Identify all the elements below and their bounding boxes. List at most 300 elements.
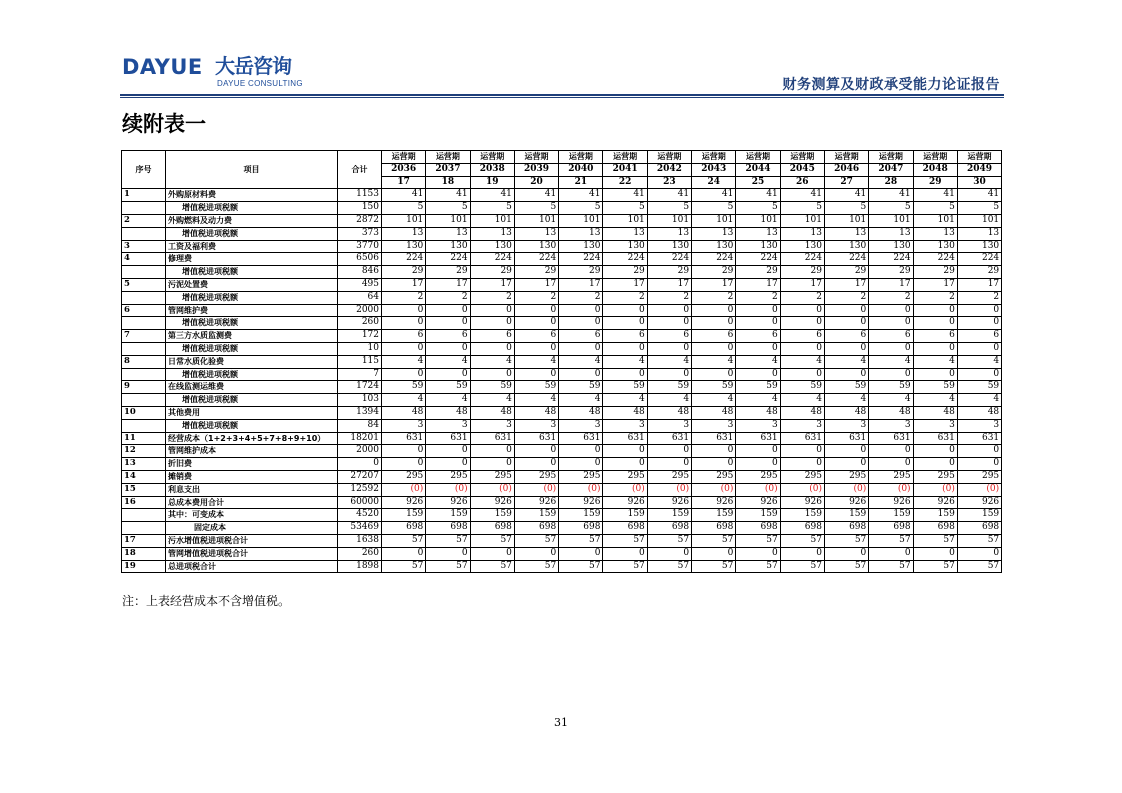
row-total: 10 [338,342,382,355]
row-value: 631 [603,432,647,445]
row-value: 0 [780,445,824,458]
row-value: 224 [913,253,957,266]
column-header-period: 运营期 [514,151,558,164]
row-value: 3 [957,419,1001,432]
row-value: 698 [913,522,957,535]
row-value: 41 [559,189,603,202]
row-value: 0 [736,368,780,381]
column-header-period: 运营期 [913,151,957,164]
row-value: 0 [736,317,780,330]
row-item-label: 管网维护成本 [166,445,338,458]
row-number: 15 [122,483,166,496]
row-value: 0 [514,342,558,355]
column-header-year: 2042 [647,163,691,176]
row-value: 59 [869,381,913,394]
row-value: 0 [824,342,868,355]
row-value: 3 [913,419,957,432]
row-item-label: 增值税进项税额 [166,227,338,240]
row-value: 0 [382,458,426,471]
row-value: 0 [426,445,470,458]
row-value: 3 [514,419,558,432]
row-total: 64 [338,291,382,304]
row-item-label: 总成本费用合计 [166,496,338,509]
row-item-label: 增值税进项税额 [166,368,338,381]
row-value: 926 [913,496,957,509]
row-value: 59 [647,381,691,394]
row-value: 3 [382,419,426,432]
row-value: (0) [869,483,913,496]
row-value: 0 [559,304,603,317]
row-value: 295 [470,470,514,483]
row-value: 48 [559,406,603,419]
row-item-label: 管网增值税进项税合计 [166,547,338,560]
row-value: 0 [824,317,868,330]
row-value: 2 [736,291,780,304]
row-value: 0 [869,445,913,458]
row-value: 41 [426,189,470,202]
logo-chinese-name: 大岳咨询 [215,54,291,78]
row-value: 4 [647,355,691,368]
row-total: 2000 [338,445,382,458]
row-value: 101 [824,214,868,227]
row-total: 0 [338,458,382,471]
row-value: 57 [780,534,824,547]
row-value: 41 [913,189,957,202]
row-value: 698 [603,522,647,535]
row-value: 698 [824,522,868,535]
row-value: 3 [603,419,647,432]
row-number: 18 [122,547,166,560]
row-value: 130 [913,240,957,253]
row-value: 0 [382,317,426,330]
row-value: 2 [913,291,957,304]
table-row [122,291,1002,304]
row-value: 59 [692,381,736,394]
row-number [122,394,166,407]
row-value: 926 [426,496,470,509]
row-value: 17 [869,278,913,291]
row-value: 5 [736,202,780,215]
row-value: 0 [780,317,824,330]
row-item-label: 日常水质化验费 [166,355,338,368]
column-header-period-index: 19 [470,176,514,189]
row-value: 159 [559,509,603,522]
row-value: 13 [647,227,691,240]
row-number: 5 [122,278,166,291]
table-row [122,227,1002,240]
row-value: 0 [426,547,470,560]
row-value: 17 [692,278,736,291]
row-value: 0 [470,342,514,355]
report-title: 财务测算及财政承受能力论证报告 [782,77,1000,93]
row-value: 4 [780,394,824,407]
row-value: 17 [913,278,957,291]
row-value: 17 [426,278,470,291]
column-header-year: 2045 [780,163,824,176]
row-value: 631 [736,432,780,445]
row-number [122,266,166,279]
row-value: 0 [382,368,426,381]
row-value: 4 [647,394,691,407]
row-number: 14 [122,470,166,483]
row-value: 0 [426,304,470,317]
row-value: 4 [559,394,603,407]
row-value: 6 [692,330,736,343]
row-value: 0 [913,445,957,458]
row-value: 4 [514,355,558,368]
row-value: 3 [736,419,780,432]
row-value: 926 [824,496,868,509]
row-value: 4 [913,355,957,368]
table-row [122,470,1002,483]
row-value: 224 [559,253,603,266]
table-row [122,496,1002,509]
row-value: 224 [869,253,913,266]
row-value: 13 [957,227,1001,240]
column-header-year: 2038 [470,163,514,176]
row-value: 0 [603,304,647,317]
column-header-period-index: 22 [603,176,647,189]
row-value: 926 [382,496,426,509]
row-value: 4 [692,394,736,407]
row-value: 926 [603,496,647,509]
row-value: 57 [869,534,913,547]
row-value: 0 [692,317,736,330]
row-value: 101 [559,214,603,227]
row-value: 48 [957,406,1001,419]
row-value: 4 [736,355,780,368]
row-total: 53469 [338,522,382,535]
row-value: 6 [736,330,780,343]
row-value: 48 [736,406,780,419]
row-value: 159 [692,509,736,522]
row-value: 3 [780,419,824,432]
row-value: 0 [692,547,736,560]
row-value: 6 [382,330,426,343]
row-value: 48 [869,406,913,419]
row-value: 2 [780,291,824,304]
row-value: 0 [780,368,824,381]
row-value: 4 [470,355,514,368]
row-value: 4 [382,355,426,368]
row-total: 60000 [338,496,382,509]
row-item-label: 污水增值税进项税合计 [166,534,338,547]
row-value: 0 [559,458,603,471]
row-value: 5 [514,202,558,215]
row-value: 6 [514,330,558,343]
row-value: 0 [913,317,957,330]
row-total: 84 [338,419,382,432]
row-number: 7 [122,330,166,343]
column-header-period: 运营期 [780,151,824,164]
row-number: 16 [122,496,166,509]
column-header-total: 合计 [338,151,382,189]
row-value: 0 [913,368,957,381]
row-value: 0 [382,445,426,458]
row-number: 12 [122,445,166,458]
row-value: 6 [913,330,957,343]
row-value: 5 [692,202,736,215]
row-value: 101 [780,214,824,227]
row-total: 103 [338,394,382,407]
row-value: 295 [957,470,1001,483]
row-value: 0 [957,342,1001,355]
row-value: 13 [382,227,426,240]
row-value: 224 [426,253,470,266]
row-value: 2 [824,291,868,304]
table-row [122,342,1002,355]
row-value: 29 [470,266,514,279]
row-value: 17 [514,278,558,291]
row-total: 3770 [338,240,382,253]
row-total: 846 [338,266,382,279]
row-value: 698 [869,522,913,535]
table-row [122,278,1002,291]
row-value: (0) [736,483,780,496]
row-value: 17 [559,278,603,291]
row-value: 48 [514,406,558,419]
row-value: 0 [603,342,647,355]
row-value: 0 [869,547,913,560]
row-value: 698 [426,522,470,535]
column-header-no: 序号 [122,151,166,189]
row-value: 0 [514,458,558,471]
row-value: 0 [824,547,868,560]
row-item-label: 第三方水质监测费 [166,330,338,343]
row-value: 0 [736,342,780,355]
row-value: 4 [736,394,780,407]
table-row [122,266,1002,279]
row-value: 57 [470,534,514,547]
row-value: 130 [559,240,603,253]
row-value: 101 [692,214,736,227]
row-value: 13 [514,227,558,240]
row-value: 6 [426,330,470,343]
table-row [122,406,1002,419]
column-header-year: 2039 [514,163,558,176]
row-item-label: 经营成本（1+2+3+4+5+7+8+9+10） [166,432,338,445]
row-item-label: 增值税进项税额 [166,394,338,407]
row-value: 0 [736,445,780,458]
row-value: 130 [957,240,1001,253]
row-value: 0 [913,304,957,317]
table-row [122,394,1002,407]
row-value: 41 [647,189,691,202]
table-row [122,547,1002,560]
row-value: 0 [780,342,824,355]
row-value: 101 [382,214,426,227]
row-value: 0 [647,445,691,458]
row-number: 4 [122,253,166,266]
row-value: 4 [426,355,470,368]
row-value: 0 [470,547,514,560]
row-number [122,419,166,432]
row-value: 41 [692,189,736,202]
column-header-year: 2040 [559,163,603,176]
row-value: 41 [780,189,824,202]
row-value: 57 [647,560,691,573]
row-total: 260 [338,317,382,330]
row-value: 224 [692,253,736,266]
row-value: 101 [426,214,470,227]
row-value: 631 [426,432,470,445]
row-number [122,202,166,215]
row-value: 59 [559,381,603,394]
row-number [122,227,166,240]
row-value: 6 [869,330,913,343]
row-value: (0) [559,483,603,496]
row-value: 0 [514,304,558,317]
row-value: 3 [824,419,868,432]
row-value: 48 [470,406,514,419]
row-value: 295 [736,470,780,483]
row-value: 3 [692,419,736,432]
row-value: 57 [736,534,780,547]
row-value: 926 [736,496,780,509]
row-value: 926 [514,496,558,509]
row-value: 0 [780,304,824,317]
header-divider-thin [120,97,1004,98]
column-header-year: 2043 [692,163,736,176]
row-value: 57 [426,560,470,573]
row-value: 926 [559,496,603,509]
row-value: 41 [869,189,913,202]
row-value: 0 [736,304,780,317]
row-value: 0 [824,445,868,458]
row-value: 0 [426,458,470,471]
row-value: 0 [957,304,1001,317]
row-value: 57 [382,534,426,547]
row-value: 0 [426,317,470,330]
row-value: 57 [603,560,647,573]
table-row [122,240,1002,253]
row-value: 59 [470,381,514,394]
row-value: 0 [647,547,691,560]
row-value: 5 [382,202,426,215]
table-row [122,381,1002,394]
row-value: 0 [692,458,736,471]
row-value: 59 [957,381,1001,394]
row-value: 926 [470,496,514,509]
row-value: 2 [647,291,691,304]
row-item-label: 增值税进项税额 [166,202,338,215]
row-value: 4 [603,394,647,407]
row-value: 41 [470,189,514,202]
row-value: 3 [470,419,514,432]
row-value: 2 [470,291,514,304]
header-row-period [122,151,1002,164]
row-value: 0 [470,458,514,471]
column-header-period: 运营期 [603,151,647,164]
row-value: 17 [736,278,780,291]
row-item-label: 工资及福利费 [166,240,338,253]
row-value: 631 [692,432,736,445]
row-value: 0 [647,304,691,317]
row-value: 0 [514,368,558,381]
column-header-period-index: 18 [426,176,470,189]
row-item-label: 固定成本 [166,522,338,535]
row-value: 17 [957,278,1001,291]
row-value: 0 [603,368,647,381]
row-value: 2 [957,291,1001,304]
table-row [122,355,1002,368]
row-total: 2872 [338,214,382,227]
table-row [122,189,1002,202]
row-value: 130 [382,240,426,253]
row-total: 12592 [338,483,382,496]
row-value: 5 [426,202,470,215]
row-value: 698 [647,522,691,535]
row-value: 57 [692,534,736,547]
row-number: 8 [122,355,166,368]
row-value: 159 [470,509,514,522]
row-value: 101 [913,214,957,227]
row-value: 0 [470,304,514,317]
page-number: 31 [554,716,568,729]
column-header-item: 项目 [166,151,338,189]
row-value: 17 [647,278,691,291]
row-value: 5 [559,202,603,215]
column-header-period: 运营期 [869,151,913,164]
row-value: 2 [559,291,603,304]
row-value: 57 [913,534,957,547]
row-value: 926 [692,496,736,509]
row-value: 631 [514,432,558,445]
row-value: 295 [869,470,913,483]
row-value: 57 [692,560,736,573]
row-item-label: 管网维护费 [166,304,338,317]
row-value: 159 [382,509,426,522]
row-value: 2 [514,291,558,304]
row-value: 48 [603,406,647,419]
row-total: 1898 [338,560,382,573]
row-value: (0) [913,483,957,496]
row-value: 5 [780,202,824,215]
row-value: 295 [692,470,736,483]
column-header-year: 2047 [869,163,913,176]
row-value: 48 [780,406,824,419]
row-value: 698 [692,522,736,535]
row-value: (0) [780,483,824,496]
row-value: 224 [780,253,824,266]
row-value: 159 [780,509,824,522]
row-value: 159 [824,509,868,522]
row-value: 6 [780,330,824,343]
row-value: 41 [957,189,1001,202]
row-value: 224 [957,253,1001,266]
row-value: 101 [514,214,558,227]
table-row [122,202,1002,215]
row-value: 926 [869,496,913,509]
row-value: (0) [426,483,470,496]
company-logo [122,55,312,91]
row-value: 17 [470,278,514,291]
row-value: 6 [559,330,603,343]
row-value: 41 [824,189,868,202]
row-value: 0 [559,547,603,560]
row-value: 6 [647,330,691,343]
row-value: 0 [824,304,868,317]
row-value: 5 [647,202,691,215]
row-value: 41 [736,189,780,202]
row-value: 4 [382,394,426,407]
column-header-period-index: 28 [869,176,913,189]
column-header-year: 2036 [382,163,426,176]
table-row [122,330,1002,343]
row-value: 59 [780,381,824,394]
row-value: 0 [780,458,824,471]
row-value: 926 [780,496,824,509]
